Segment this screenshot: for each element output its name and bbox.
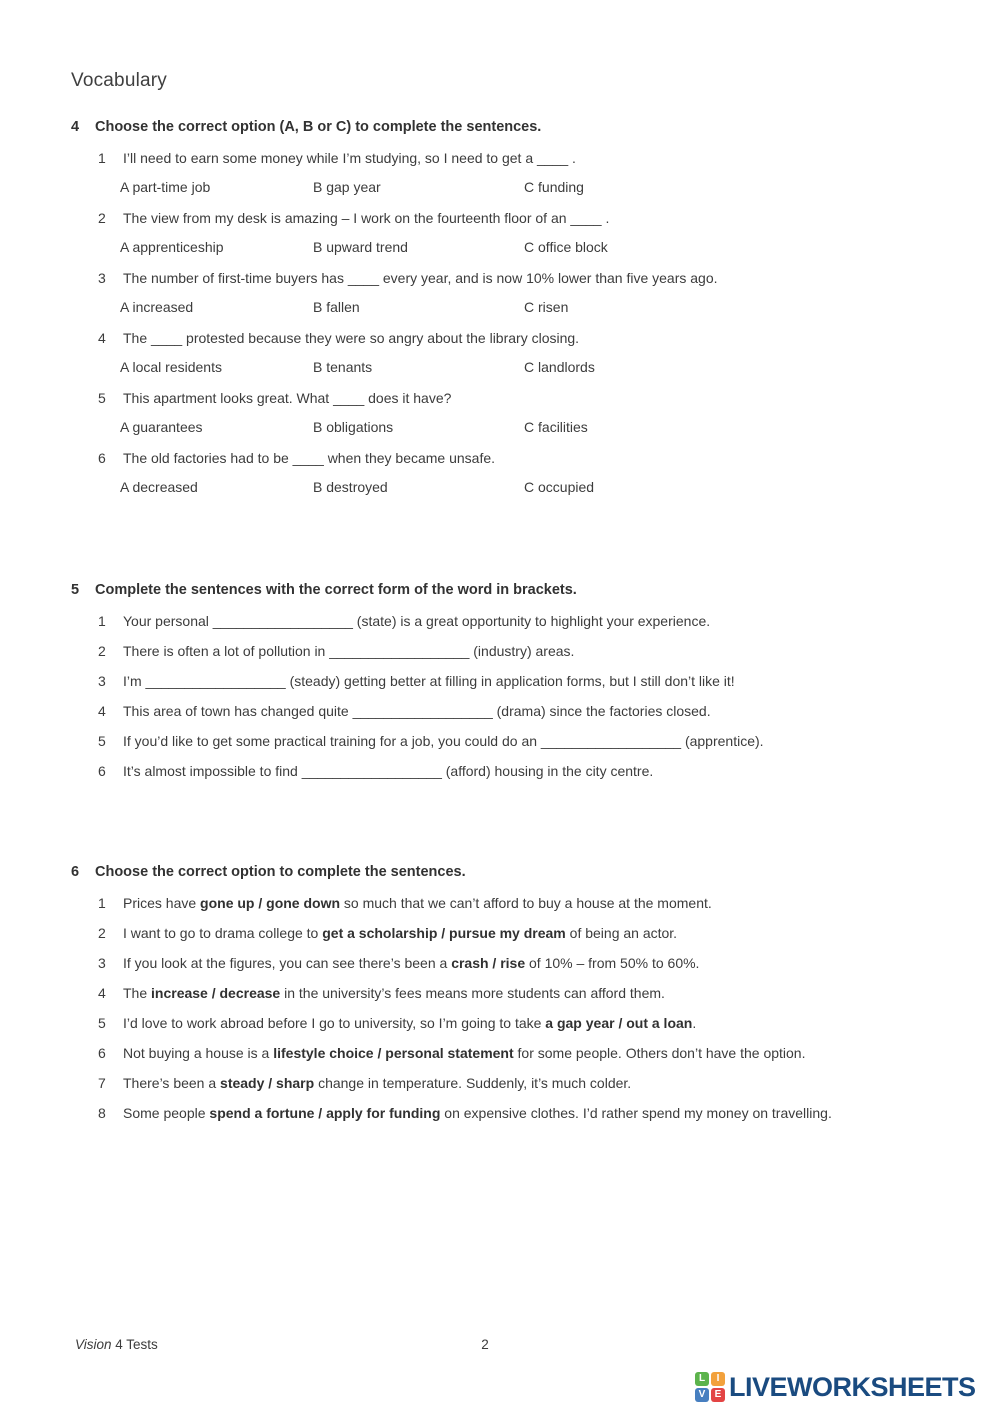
exercise-4-items [71, 149, 970, 496]
option-b[interactable] [313, 178, 524, 196]
option-a-text: local residents [132, 359, 222, 375]
option-c[interactable] [524, 178, 970, 196]
option-a[interactable] [120, 178, 313, 196]
option-c-label: C [524, 239, 535, 255]
choice-sentence-item [98, 1104, 970, 1122]
choice-option[interactable]: lifestyle choice / personal statement [273, 1045, 514, 1061]
item-number: 7 [98, 1075, 106, 1091]
exercise-instruction: Complete the sentences with the correct form of the word in brackets. [95, 582, 577, 598]
item-sentence: If you’d like to get some practical training for a job, you could do an __________________ (apprentice). [123, 733, 764, 749]
item-number: 4 [98, 985, 106, 1001]
option-c-text: office block [538, 239, 608, 255]
option-a[interactable] [120, 238, 313, 256]
item-number: 3 [98, 673, 106, 689]
item-sentence [123, 1074, 970, 1092]
option-c[interactable] [524, 478, 970, 496]
sentence-text: on expensive clothes. I’d rather spend my money on travelling. [440, 1105, 832, 1121]
item-number: 5 [98, 390, 106, 406]
item-number: 1 [98, 895, 106, 911]
option-a[interactable] [120, 418, 313, 436]
choice-sentence-item [98, 984, 970, 1002]
option-b-text: obligations [326, 419, 394, 435]
option-b[interactable] [313, 358, 524, 376]
item-sentence: The number of first-time buyers has ____ every year, and is now 10% lower than five years ago. [123, 270, 718, 286]
item-number: 2 [98, 925, 106, 941]
answer-options-row [120, 478, 970, 496]
choice-sentence-item [98, 894, 970, 912]
sentence-text: . [692, 1015, 697, 1031]
book-title [75, 1337, 158, 1353]
exercise-6-heading [71, 863, 970, 881]
multiple-choice-item [71, 149, 970, 196]
question-sentence-line [98, 209, 970, 227]
multiple-choice-item [71, 269, 970, 316]
book-title-rest: 4 Tests [111, 1337, 158, 1352]
exercise-5 [71, 581, 970, 792]
option-c-text: occupied [538, 479, 595, 495]
option-b-label: B [313, 419, 323, 435]
exercise-number: 6 [71, 864, 80, 880]
multiple-choice-item [71, 209, 970, 256]
sentence-text: I’d love to work abroad before I go to university, so I’m going to take [123, 1015, 546, 1031]
item-number: 3 [98, 270, 106, 286]
sentence-text: Some people [123, 1105, 210, 1121]
item-sentence [123, 1044, 970, 1062]
option-a-text: increased [132, 299, 194, 315]
option-c-text: risen [538, 299, 569, 315]
item-sentence: Your personal __________________ (state) is a great opportunity to highlight your experience. [123, 613, 711, 629]
gap-fill-item [98, 762, 970, 780]
item-sentence: This area of town has changed quite __________________ (drama) since the factories closed. [123, 703, 711, 719]
item-sentence: The ____ protested because they were so angry about the library closing. [123, 330, 580, 346]
option-b[interactable] [313, 298, 524, 316]
sentence-text: so much that we can’t afford to buy a house at the moment. [340, 895, 712, 911]
exercise-4 [71, 118, 970, 509]
item-number: 4 [98, 703, 106, 719]
multiple-choice-item [71, 329, 970, 376]
item-sentence: This apartment looks great. What ____ does it have? [123, 390, 452, 406]
option-a-text: apprenticeship [132, 239, 224, 255]
choice-sentence-item [98, 1074, 970, 1092]
answer-options-row [120, 178, 970, 196]
item-number: 6 [98, 763, 106, 779]
exercise-5-heading [71, 581, 970, 599]
item-number: 1 [98, 613, 106, 629]
sentence-text: I want to go to drama college to [123, 925, 323, 941]
item-sentence: The view from my desk is amazing – I work on the fourteenth floor of an ____ . [123, 210, 610, 226]
option-a-label: A [120, 239, 129, 255]
option-c-text: landlords [538, 359, 595, 375]
liveworksheets-wordmark: LIVEWORKSHEETS [729, 1372, 976, 1402]
choice-option[interactable]: a gap year / out a loan [545, 1015, 693, 1031]
item-number: 4 [98, 330, 106, 346]
sentence-text: If you look at the figures, you can see there’s been a [123, 955, 452, 971]
exercise-instruction: Choose the correct option (A, B or C) to complete the sentences. [95, 119, 542, 135]
book-title-italic: Vision [75, 1337, 112, 1352]
option-b-label: B [313, 179, 323, 195]
item-sentence [123, 924, 970, 942]
option-a-text: decreased [132, 479, 198, 495]
option-c-text: funding [538, 179, 584, 195]
answer-options-row [120, 298, 970, 316]
exercise-instruction: Choose the correct option to complete the sentences. [95, 864, 466, 880]
option-c[interactable] [524, 238, 970, 256]
exercise-6 [71, 863, 970, 1134]
liveworksheets-icon [695, 1372, 725, 1402]
page-title: Vocabulary [71, 70, 168, 91]
exercise-5-items [71, 612, 970, 780]
item-number: 5 [98, 733, 106, 749]
answer-options-row [120, 418, 970, 436]
sentence-text: The [123, 985, 152, 1001]
sentence-text: of being an actor. [565, 925, 678, 941]
option-b-text: gap year [326, 179, 381, 195]
option-a-label: A [120, 299, 129, 315]
option-c-label: C [524, 359, 535, 375]
question-sentence-line [98, 269, 970, 287]
choice-option[interactable]: get a scholarship / pursue my dream [322, 925, 566, 941]
multiple-choice-item [71, 389, 970, 436]
choice-option[interactable]: gone up / gone down [200, 895, 341, 911]
item-number: 1 [98, 150, 106, 166]
logo-letter-tile: L [695, 1372, 709, 1386]
choice-sentence-item [98, 1044, 970, 1062]
question-sentence-line [98, 329, 970, 347]
option-c-label: C [524, 179, 535, 195]
gap-fill-item [98, 672, 970, 690]
exercise-4-heading [71, 118, 970, 136]
option-b[interactable] [313, 478, 524, 496]
option-b-label: B [313, 359, 323, 375]
option-b[interactable] [313, 418, 524, 436]
option-b-text: fallen [326, 299, 360, 315]
item-number: 6 [98, 450, 106, 466]
exercise-number: 5 [71, 582, 80, 598]
sentence-text: in the university’s fees means more students can afford them. [280, 985, 665, 1001]
item-sentence: I’m __________________ (steady) getting better at filling in application forms, but I still don’t like it! [123, 673, 735, 689]
option-a-text: part-time job [132, 179, 211, 195]
item-number: 2 [98, 643, 106, 659]
item-sentence [123, 1104, 970, 1122]
exercise-number: 4 [71, 119, 80, 135]
choice-option[interactable]: steady / sharp [220, 1075, 315, 1091]
item-sentence: The old factories had to be ____ when they became unsafe. [123, 450, 496, 466]
page-number: 2 [481, 1337, 489, 1352]
option-a-label: A [120, 419, 129, 435]
item-sentence [123, 984, 970, 1002]
option-b-label: B [313, 479, 323, 495]
logo-letter-tile: I [711, 1372, 725, 1386]
sentence-text: Not buying a house is a [123, 1045, 274, 1061]
item-sentence [123, 1014, 970, 1032]
exercise-6-items [71, 894, 970, 1122]
option-a[interactable] [120, 298, 313, 316]
option-a-text: guarantees [132, 419, 203, 435]
option-c-text: facilities [538, 419, 588, 435]
multiple-choice-item [71, 449, 970, 496]
option-b-label: B [313, 239, 323, 255]
item-number: 6 [98, 1045, 106, 1061]
item-number: 2 [98, 210, 106, 226]
gap-fill-item [98, 702, 970, 720]
option-a-label: A [120, 359, 129, 375]
gap-fill-item [98, 732, 970, 750]
option-c-label: C [524, 419, 535, 435]
option-b[interactable] [313, 238, 524, 256]
option-a[interactable] [120, 358, 313, 376]
item-sentence: I’ll need to earn some money while I’m studying, so I need to get a ____ . [123, 150, 576, 166]
question-sentence-line [98, 149, 970, 167]
gap-fill-item [98, 642, 970, 660]
option-c[interactable] [524, 298, 970, 316]
option-c[interactable] [524, 358, 970, 376]
option-b-label: B [313, 299, 323, 315]
item-number: 3 [98, 955, 106, 971]
option-a-label: A [120, 179, 129, 195]
choice-option[interactable]: spend a fortune / apply for funding [209, 1105, 441, 1121]
sentence-text: change in temperature. Suddenly, it’s much colder. [314, 1075, 632, 1091]
item-number: 8 [98, 1105, 106, 1121]
item-sentence [123, 894, 970, 912]
question-sentence-line [98, 389, 970, 407]
liveworksheets-logo[interactable] [695, 1372, 976, 1402]
item-sentence: There is often a lot of pollution in __________________ (industry) areas. [123, 643, 575, 659]
choice-option[interactable]: crash / rise [451, 955, 526, 971]
choice-sentence-item [98, 1014, 970, 1032]
logo-letter-tile: V [695, 1388, 709, 1402]
answer-options-row [120, 358, 970, 376]
option-b-text: tenants [326, 359, 373, 375]
option-a[interactable] [120, 478, 313, 496]
question-sentence-line [98, 449, 970, 467]
option-c-label: C [524, 299, 535, 315]
sentence-text: Prices have [123, 895, 201, 911]
option-b-text: upward trend [326, 239, 408, 255]
logo-letter-tile: E [711, 1388, 725, 1402]
gap-fill-item [98, 612, 970, 630]
option-b-text: destroyed [326, 479, 388, 495]
option-c[interactable] [524, 418, 970, 436]
item-sentence: It’s almost impossible to find __________________ (afford) housing in the city centre. [123, 763, 654, 779]
choice-option[interactable]: increase / decrease [151, 985, 281, 1001]
option-a-label: A [120, 479, 129, 495]
item-sentence [123, 954, 970, 972]
sentence-text: for some people. Others don’t have the option. [513, 1045, 806, 1061]
item-number: 5 [98, 1015, 106, 1031]
answer-options-row [120, 238, 970, 256]
sentence-text: of 10% – from 50% to 60%. [525, 955, 700, 971]
sentence-text: There’s been a [123, 1075, 221, 1091]
choice-sentence-item [98, 954, 970, 972]
choice-sentence-item [98, 924, 970, 942]
option-c-label: C [524, 479, 535, 495]
